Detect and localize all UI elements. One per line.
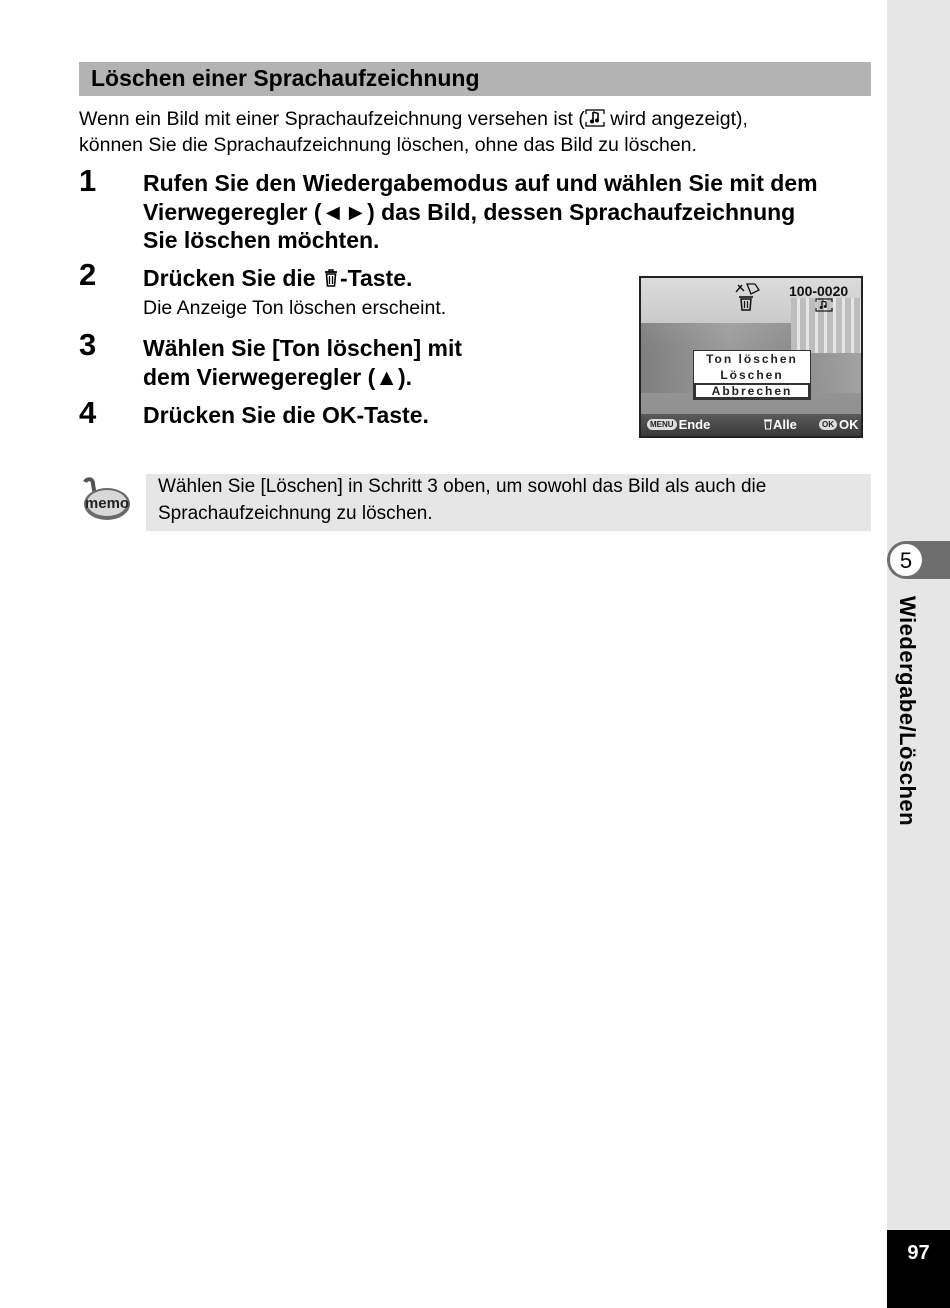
step-3-line: Wählen Sie [Ton löschen] mit: [143, 335, 463, 361]
trash-all-button[interactable]: [763, 416, 797, 434]
memo-icon-text: memo: [84, 495, 130, 512]
step-1-line: Sie löschen möchten.: [143, 227, 380, 253]
memo-icon: [79, 476, 131, 522]
menu-item-ton-loeschen[interactable]: Ton löschen: [706, 352, 798, 366]
delete-menu: [693, 350, 811, 400]
step-1-line: Rufen Sie den Wiedergabemodus auf und wählen Sie mit dem: [143, 170, 818, 196]
chapter-title: Wiedergabe/Löschen: [895, 596, 920, 827]
chapter-number: 5: [889, 543, 923, 577]
step-4-number: 4: [79, 395, 97, 430]
step-3-number: 3: [79, 327, 97, 362]
memo-line: Wählen Sie [Löschen] in Schritt 3 oben, um sowohl das Bild als auch die: [158, 476, 767, 497]
step-2-head-prefix: Drücken Sie die: [143, 265, 322, 291]
intro-paragraph: [79, 106, 879, 158]
voice-memo-icon: [815, 298, 833, 312]
intro-line1: Wenn ein Bild mit einer Sprachaufzeichnung versehen ist (: [79, 108, 585, 130]
page-number: 97: [887, 1230, 950, 1308]
menu-item-abbrechen[interactable]: Abbrechen: [694, 383, 810, 399]
step-4-line: Drücken Sie die OK-Taste.: [143, 402, 429, 428]
step-2-sub: Die Anzeige Ton löschen erscheint.: [143, 297, 447, 319]
delete-voice-icon: [733, 282, 761, 312]
camera-screen: [639, 276, 863, 438]
intro-line1-end: wird angezeigt),: [604, 108, 748, 130]
ok-label: OK: [839, 417, 859, 432]
trash-icon: [322, 268, 340, 288]
trash-all-label: Alle: [773, 417, 797, 432]
step-2-number: 2: [79, 257, 97, 292]
section-title: Löschen einer Sprachaufzeichnung: [91, 65, 480, 91]
step-2-text: [143, 264, 412, 293]
step-1-line: Vierwegeregler (◄►) das Bild, dessen Sprachaufzeichnung: [143, 198, 796, 225]
menu-badge: MENU: [647, 419, 677, 430]
ok-button[interactable]: [819, 416, 859, 434]
step-3-text: [143, 334, 462, 391]
trash-icon: [763, 418, 773, 430]
menu-end-label: Ende: [678, 417, 711, 432]
step-3-line: dem Vierwegeregler (▲).: [143, 363, 413, 390]
ok-badge: OK: [819, 419, 837, 430]
step-1-number: 1: [79, 163, 97, 198]
file-number: 100-0020: [789, 283, 849, 299]
menu-item-loeschen[interactable]: Löschen: [720, 368, 784, 382]
step-2-head-suffix: -Taste.: [339, 265, 413, 291]
memo-text: [158, 474, 858, 527]
intro-line2: können Sie die Sprachaufzeichnung löschen, ohne das Bild zu löschen.: [79, 134, 697, 156]
step-1-text: [143, 169, 818, 255]
menu-end-button[interactable]: [647, 416, 710, 434]
memo-line: Sprachaufzeichnung zu löschen.: [158, 502, 433, 524]
voice-memo-icon: [585, 109, 605, 127]
step-4-text: [143, 401, 429, 430]
